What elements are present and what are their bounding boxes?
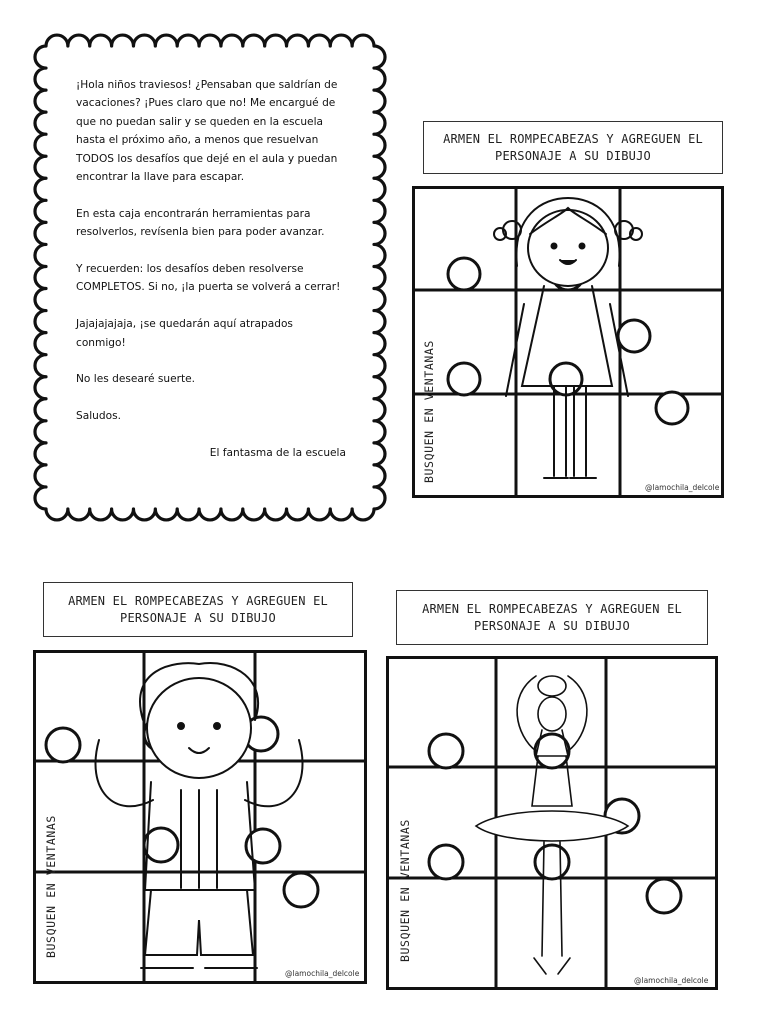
puzzle-3-side-label: BUSQUEN EN VENTANAS (398, 819, 412, 962)
puzzle-1-credit: @lamochila_delcole (645, 483, 720, 492)
letter-paragraph-1: ¡Hola niños traviesos! ¿Pensaban que saldrían de vacaciones? ¡Pues claro que no! Me encargué de que no puedan salir y se queden en la escuela hasta el próximo año, a menos que resuelvan TODOS los desafíos que dejé en el aula y puedan encontrar la llave para escapar. (76, 79, 338, 184)
letter-paragraph-3: Y recuerden: los desafíos deben resolverse COMPLETOS. Si no, ¡la puerta se volverá a cerrar! (76, 263, 341, 294)
puzzle-2-title: ARMEN EL ROMPECABEZAS Y AGREGUEN EL PERSONAJE A SU DIBUJO (43, 582, 353, 637)
puzzle-2-credit: @lamochila_delcole (285, 969, 360, 978)
letter-paragraph-4: Jajajajajaja, ¡se quedarán aquí atrapados conmigo! (76, 318, 293, 349)
letter-paragraph-2: En esta caja encontrarán herramientas para resolverlos, revísenla bien para poder avanzar. (76, 207, 325, 239)
puzzle-2-side-label: BUSQUEN EN VENTANAS (44, 815, 58, 958)
puzzle-1-board (412, 186, 724, 498)
puzzle-3-credit: @lamochila_delcole (634, 976, 709, 985)
puzzle-2-board (33, 650, 367, 984)
puzzle-3-board (386, 656, 718, 990)
letter-paragraph-6: Saludos. (76, 410, 121, 423)
letter-signature: El fantasma de la escuela (209, 447, 346, 460)
puzzle-1-side-label: BUSQUEN EN VENTANAS (422, 340, 436, 483)
letter-paragraph-5: No les desearé suerte. (76, 373, 196, 386)
letter-text (76, 76, 346, 462)
puzzle-3-title: ARMEN EL ROMPECABEZAS Y AGREGUEN EL PERSONAJE A SU DIBUJO (396, 590, 708, 645)
puzzle-1-title: ARMEN EL ROMPECABEZAS Y AGREGUEN EL PERSONAJE A SU DIBUJO (423, 121, 723, 174)
